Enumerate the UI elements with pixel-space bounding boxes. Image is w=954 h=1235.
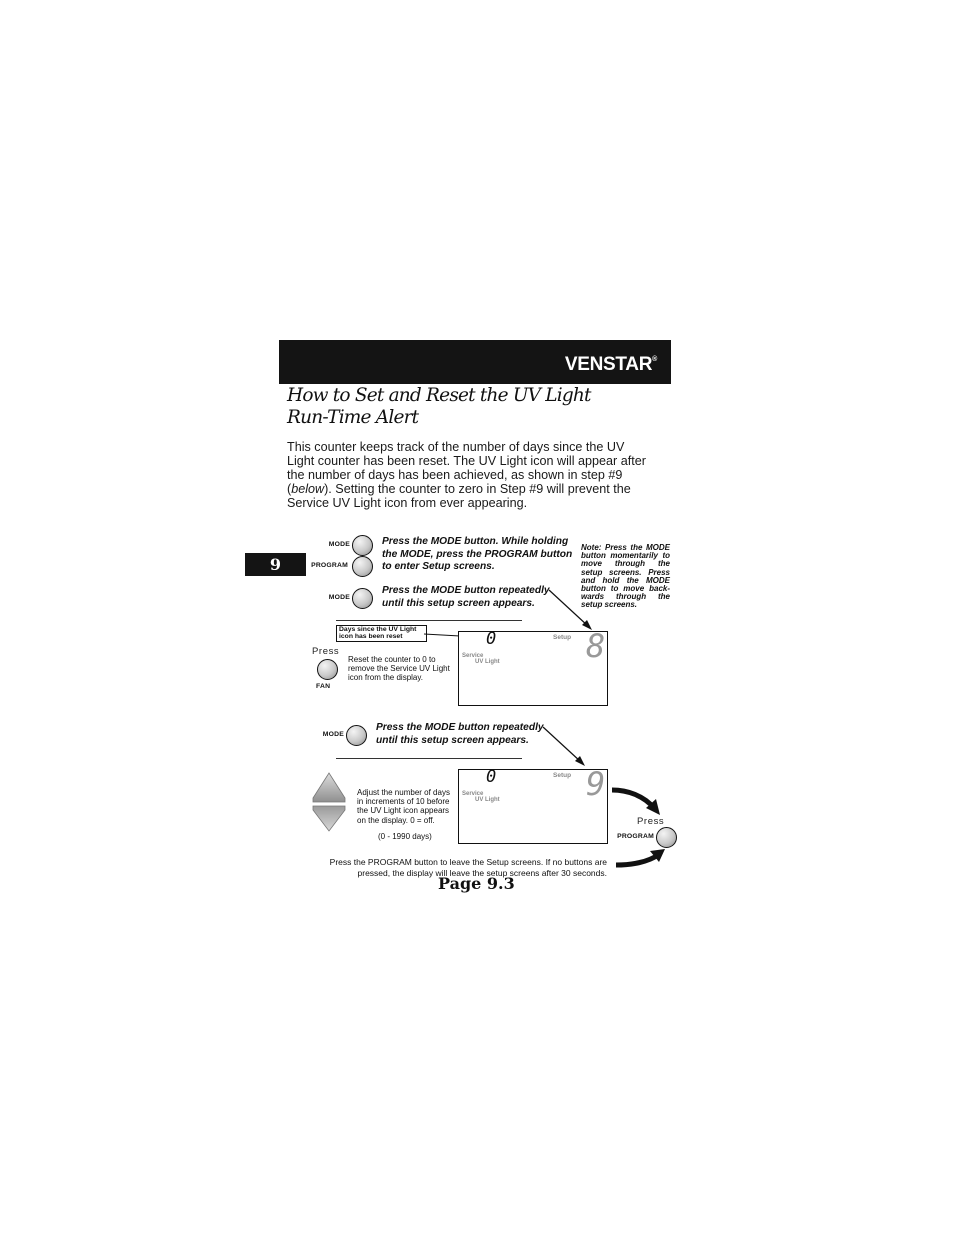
venstar-logo: VENSTAR® (564, 354, 657, 375)
screen-number: 9 (586, 765, 606, 803)
days-value: 0 (486, 767, 497, 787)
fan-label: FAN (316, 683, 331, 690)
screen-number: 8 (586, 627, 606, 665)
days-value: 0 (486, 629, 497, 649)
step-repeat-mode: Press the MODE button repeatedly until this setup screen appears. (382, 585, 550, 609)
range-text: (0 - 1990 days) (378, 832, 432, 841)
mode-label: MODE (328, 594, 350, 601)
note-text: Note: Press the MODE button momentarily to move through the setup screens. Press and hold the MODE button to move back-wards through the setup screens. (581, 543, 670, 610)
step-repeat-mode: Press the MODE button repeatedly until this setup screen appears. (376, 722, 544, 746)
press-label: Press (637, 816, 665, 827)
step-enter-setup: Press the MODE button. While holding the MODE, press the PROGRAM button to enter Setup screens. (382, 536, 573, 572)
service-label: Service (462, 791, 484, 797)
setup-label: Setup (553, 772, 572, 779)
mode-label: MODE (328, 541, 350, 548)
service-label: Service (462, 653, 484, 659)
intro-paragraph: This counter keeps track of the number of days since the UV Light counter has been reset. The UV Light icon will appear after the number of days has been achieved, as shown in step #9 (below). Setting the counter to zero in Step #9 will prevent the Service UV Light icon from ever appearing. (287, 440, 646, 510)
setup-label: Setup (553, 634, 572, 641)
adjust-instructions: Adjust the number of days in increments of 10 before the UV Light icon appears on the display. 0 = off. (357, 788, 450, 825)
uv-light-label: UV Light (475, 659, 500, 665)
step-tab: 9 (245, 553, 306, 576)
reset-instructions: Reset the counter to 0 to remove the Service UV Light icon from the display. (348, 655, 450, 683)
page-title: How to Set and Reset the UV Light Run-Time Alert (287, 385, 591, 428)
footer-text: Press the PROGRAM button to leave the Setup screens. If no buttons are pressed, the display will leave the setup screens after 30 seconds. (329, 857, 607, 878)
days-callout: Days since the UV Light icon has been reset (336, 625, 427, 642)
uv-light-label: UV Light (475, 797, 500, 803)
program-label: PROGRAM (617, 833, 654, 840)
press-label: Press (312, 646, 340, 657)
program-label: PROGRAM (311, 562, 348, 569)
mode-label: MODE (322, 731, 344, 738)
program-button[interactable] (656, 827, 677, 848)
page-number: Page 9.3 (438, 874, 515, 893)
